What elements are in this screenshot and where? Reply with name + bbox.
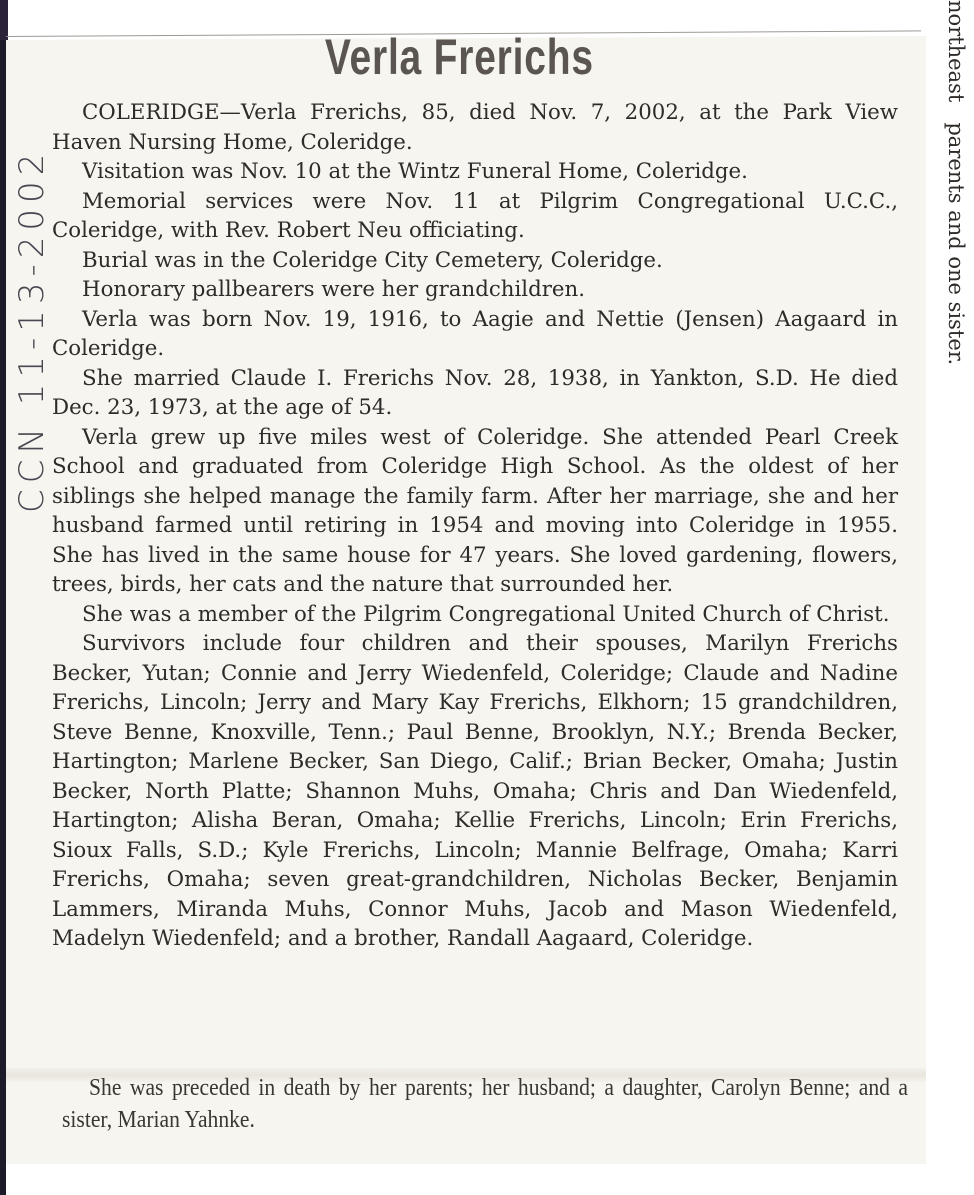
paragraph-biography: Verla grew up five miles west of Coleridge. She attended Pearl Creek School and graduated from Coleridge High School. As the oldest of her siblings she helped manage the family farm. After her marriage, she and her husband farmed until retiring in 1954 and moving into Coleridge in 1955. She has lived in the same house for 47 years. She loved gardening, flowers, trees, birds, her cats and the nature that surrounded her. — [52, 424, 898, 597]
paragraph-memorial-services: Memorial services were Nov. 11 at Pilgrim Congregational U.C.C., Coleridge, with Rev. Robert Neu officiating. — [52, 188, 898, 243]
scan-corner-shadow — [0, 0, 8, 40]
paragraph-burial: Burial was in the Coleridge City Cemetery, Coleridge. — [82, 247, 663, 273]
paragraph-death-notice: COLERIDGE—Verla Frerichs, 85, died Nov. 7, 2002, at the Park View Haven Nursing Home, Coleridge. — [52, 100, 898, 155]
paragraph-marriage: She married Claude I. Frerichs Nov. 28, 1938, in Yankton, S.D. He died Dec. 23, 1973, at the age of 54. — [52, 365, 898, 420]
paragraph-survivors: Survivors include four children and their spouses, Marilyn Frerichs Becker, Yutan; Connie and Jerry Wiedenfeld, Coleridge; Claude and Nadine Frerichs, Lincoln; Jerry and Mary Kay Frerichs, Elkhorn; 15 grandchildren, Steve Benne, Knoxville, Tenn.; Paul Benne, Brooklyn, N.Y.; Brenda Becker, Hartington; Marlene Becker, San Diego, Calif.; Brian Becker, Omaha; Justin Becker, North Platte; Shannon Muhs, Omaha; Chris and Dan Wiedenfeld, Hartington; Alisha Beran, Omaha; Kellie Frerichs, Lincoln; Erin Frerichs, Sioux Falls, S.D.; Kyle Frerichs, Lincoln; Mannie Belfrage, Omaha; Karri Frerichs, Omaha; seven great-grandchildren, Nicholas Becker, Benjamin Lammers, Miranda Muhs, Connor Muhs, Jacob and Mason Wiedenfeld, Madelyn Wiedenfeld; and a brother, Randall Aagaard, Coleridge. — [52, 631, 898, 951]
paragraph-pallbearers: Honorary pallbearers were her grandchildren. — [82, 277, 586, 302]
obituary-closing — [62, 1072, 908, 1136]
paragraph-birth: Verla was born Nov. 19, 1916, to Aagie and Nettie (Jensen) Aagaard in Coleridge. — [52, 306, 898, 361]
paragraph-visitation: Visitation was Nov. 10 at the Wintz Funeral Home, Coleridge. — [82, 159, 748, 184]
adjacent-column-text: northeast parents and one sister. — [944, 0, 968, 366]
scan-left-border — [0, 0, 6, 1195]
obituary-body — [52, 98, 898, 954]
handwritten-date-note: CCN 11-13-2002 — [12, 147, 52, 513]
paragraph-church-membership: She was a member of the Pilgrim Congregational United Church of Christ. — [82, 601, 890, 627]
obituary-title: Verla Frerichs — [324, 29, 594, 85]
paragraph-preceded-in-death: She was preceded in death by her parents; her husband; a daughter, Carolyn Benne; and a sister, Marian Yahnke. — [62, 1075, 908, 1133]
